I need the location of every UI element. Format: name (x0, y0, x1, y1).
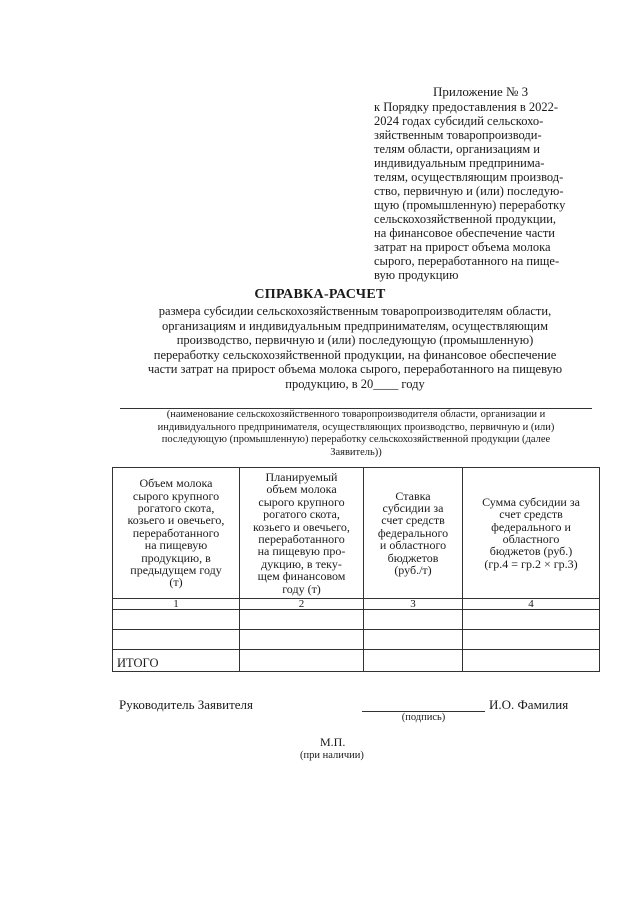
applicant-caption-line: (наименование сельскохозяйственного товаропроизводителя области, организации и (166, 409, 546, 420)
subtitle-line: производство, первичную и (или) последующую (промышленную) (176, 333, 534, 348)
table-row (113, 610, 600, 630)
appendix-line: индивидуальным предпринима- (374, 156, 545, 170)
appendix-text (374, 100, 596, 282)
table-cell[interactable] (364, 630, 463, 650)
column-header-4: Сумма субсидии за счет средств федерального и областного бюджетов (руб.) (гр.4 = гр.2 × гр.3) (463, 468, 600, 599)
table-cell[interactable] (364, 610, 463, 630)
column-header-2: Планируемый объем молока сырого крупного рогатого скота, козьего и овечьего, переработанного на пищевую про- дукцию, в теку- щем финансовом году (т) (240, 468, 364, 599)
subtitle-line: организациям и индивидуальным предпринимателям, осуществляющим (161, 318, 549, 333)
total-label: ИТОГО (113, 650, 240, 672)
column-number: 4 (463, 599, 600, 610)
column-number: 2 (240, 599, 364, 610)
signer-label: Руководитель Заявителя (119, 697, 254, 712)
appendix-line: к Порядку предоставления в 2022- (374, 100, 559, 114)
table-cell[interactable] (240, 610, 364, 630)
appendix-line: ство, первичную и (или) последую- (374, 184, 564, 198)
signature-caption: (подпись) (401, 712, 446, 723)
appendix-line: телям области, организациям и (374, 142, 540, 156)
calculation-table (112, 467, 600, 672)
appendix-line: щую (промышленную) переработку (374, 198, 566, 212)
document-subtitle (110, 304, 600, 392)
table-cell[interactable] (463, 630, 600, 650)
stamp-label: М.П. (320, 735, 346, 749)
subtitle-line: переработку сельскохозяйственной продукции, на финансовое обеспечение (153, 347, 557, 362)
total-row (113, 650, 600, 672)
table-cell[interactable] (113, 630, 240, 650)
appendix-line: сельскохозяйственной продукции, (374, 212, 557, 226)
table-cell[interactable] (113, 610, 240, 630)
table-row (113, 630, 600, 650)
applicant-caption-line: Заявитель)) (330, 446, 382, 458)
applicant-caption (112, 409, 600, 459)
table-cell[interactable] (240, 630, 364, 650)
total-cell[interactable] (463, 650, 600, 672)
column-number: 3 (364, 599, 463, 610)
subtitle-line: продукцию, в 20____ году (285, 376, 425, 391)
stamp-caption: (при наличии) (300, 750, 364, 761)
subtitle-line: размера субсидии сельскохозяйственным товаропроизводителям области, (158, 304, 552, 318)
document-title: СПРАВКА-РАСЧЕТ (254, 287, 386, 302)
appendix-line: затрат на прирост объема молока (374, 240, 551, 254)
table-header-row (113, 468, 600, 599)
signer-name: И.О. Фамилия (489, 697, 569, 712)
appendix-line: 2024 годах субсидий сельскохо- (374, 114, 544, 128)
total-cell[interactable] (364, 650, 463, 672)
appendix-line: на финансовое обеспечение части (374, 226, 555, 240)
applicant-caption-line: последующую (промышленную) переработку сельскохозяйственной продукции (далее (161, 434, 551, 446)
appendix-title: Приложение № 3 (433, 84, 529, 99)
column-number: 1 (113, 599, 240, 610)
table-cell[interactable] (463, 610, 600, 630)
appendix-line: зяйственным товаропроизводи- (374, 128, 542, 142)
column-header-3: Ставка субсидии за счет средств федерального и областного бюджетов (руб./т) (364, 468, 463, 599)
total-cell[interactable] (240, 650, 364, 672)
column-header-1: Объем молока сырого крупного рогатого скота, козьего и овечьего, переработанного на пищевую продукцию, в предыдущем году (т) (113, 468, 240, 599)
appendix-line: телям, осуществляющим производ- (374, 170, 564, 184)
subtitle-line: части затрат на прирост объема молока сырого, переработанного на пищевую (147, 362, 563, 377)
applicant-caption-line: индивидуального предпринимателя, осуществляющих производство, первичную и (или) (157, 421, 555, 433)
column-number-row (113, 599, 600, 610)
appendix-line: вую продукцию (374, 268, 459, 282)
appendix-line: сырого, переработанного на пище- (374, 254, 560, 268)
